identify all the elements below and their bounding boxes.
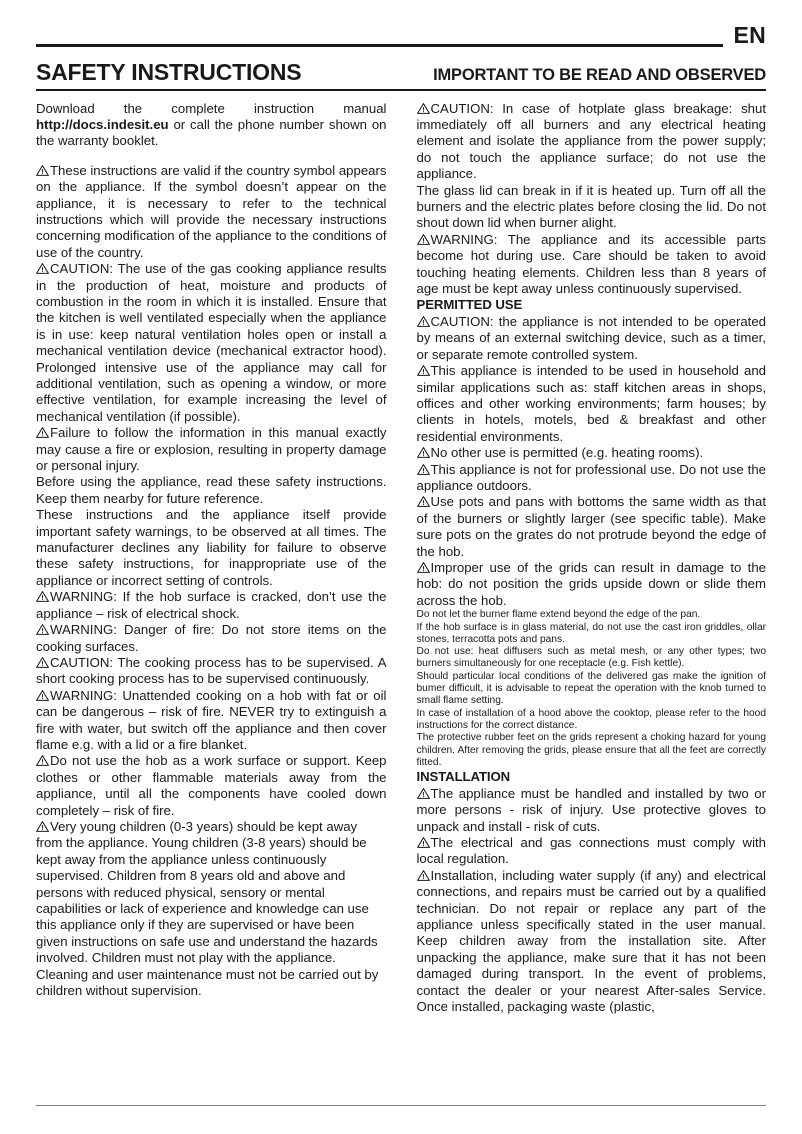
warning-triangle-icon [417, 316, 430, 327]
paragraph [36, 655, 387, 688]
warning-triangle-icon [36, 821, 49, 832]
paragraph [417, 183, 767, 232]
paragraph [417, 868, 767, 1016]
body-columns [36, 95, 766, 1093]
paragraph-text: Failure to follow the information in this manual exactly may cause a fire or explosion, resulting in property damage or personal injury. [36, 425, 387, 474]
paragraph [36, 753, 387, 819]
paragraph-text: WARNING: Danger of fire: Do not store items on the cooking surfaces. [36, 622, 387, 654]
paragraph [36, 688, 387, 754]
warning-triangle-icon [417, 464, 430, 475]
page-subtitle: IMPORTANT TO BE READ AND OBSERVED [433, 66, 766, 84]
intro-text-after: or call the phone number shown on the warranty booklet. [36, 116, 387, 149]
footer-rule [36, 1105, 766, 1106]
left-column [36, 95, 401, 1093]
language-code: EN [723, 22, 766, 48]
header-top-rule [36, 44, 766, 47]
fine-print-line: Do not use: heat diffusers such as metal mesh, or any other types; two burners simultaneously for one receptacle (e.g. Fish kettle). [416, 646, 766, 670]
warning-triangle-icon [417, 837, 430, 848]
warning-triangle-icon [36, 263, 49, 274]
warning-triangle-icon [36, 427, 49, 438]
header-bottom-rule [36, 89, 766, 91]
paragraph [36, 589, 387, 622]
warning-triangle-icon [417, 496, 430, 507]
paragraph-text: This appliance is intended to be used in household and similar applications such as: staff kitchen areas in shops, offices and other working environments; farm houses; by clients in hotels, motels, bed & breakfast and other residential environments. [416, 363, 766, 444]
paragraph [36, 261, 387, 425]
paragraph-text: Installation, including water supply (if any) and electrical connections, and repairs must be carried out by a qualified technician. Do not repair or replace any part of the appliance unless specifically stated in the user manual. Keep children away from the installation site. After unpacking the appliance, make sure that it has not been damaged during transport. In the event of problems, contact the dealer or your nearest After-sales Service. Once installed, packaging waste (plastic, [416, 867, 766, 1015]
paragraph [417, 494, 767, 560]
warning-triangle-icon [417, 234, 430, 245]
paragraph-text: The appliance must be handled and installed by two or more persons - risk of injury. Use protective gloves to unpack and install - risk of cuts. [416, 785, 766, 834]
paragraph [417, 786, 767, 835]
section-heading-installation: INSTALLATION [416, 769, 511, 785]
paragraph [417, 445, 767, 461]
paragraph-text: These instructions are valid if the country symbol appears on the appliance. If the symbol doesn’t appear on the appliance, it is necessary to refer to the technical instructions which will provide the necessary instructions concerning modification of the appliance to the conditions of use of the country. [36, 162, 387, 260]
warning-triangle-icon [36, 690, 49, 701]
warning-triangle-icon [417, 562, 430, 573]
manual-url: http://docs.indesit.eu [36, 116, 169, 132]
paragraph [36, 622, 387, 655]
warning-triangle-icon [36, 624, 49, 635]
fine-print-line: Should particular local conditions of the delivered gas make the ignition of bumer difficult, it is advisable to repeat the operation with the knob turned to small flame setting. [416, 670, 766, 707]
warning-triangle-icon [36, 591, 49, 602]
paragraph-text: Very young children (0-3 years) should be kept away from the appliance. Young children (3-8 years) should be kept away from the appliance unless continuously supervised. Children from 8 years old and above and persons with reduced physical, sensory or mental capabilities or lack of experience and knowledge can use this appliance only if they are supervised or have been given instructions on safe use and understand the hazards involved. Children must not play with the appliance. Cleaning and user maintenance must not be carried out by children without supervision. [36, 818, 379, 999]
paragraph [417, 462, 767, 495]
paragraph [417, 232, 767, 298]
paragraph-text: CAUTION: The use of the gas cooking appliance results in the production of heat, moisture and products of combustion in the room in which it is installed. Ensure that the kitchen is well ventilated especially when the appliance is in use: keep natural ventilation holes open or install a mechanical ventilation device (mechanical extractor hood). Prolonged intensive use of the appliance may call for additional ventilation, such as opening a window, or more effective ventilation, for example increasing the level of mechanical ventilation (if possible). [36, 261, 387, 424]
paragraph-text: CAUTION: In case of hotplate glass breakage: shut immediately off all burners and any electrical heating element and isolate the appliance from the power supply; do not touch the appliance surface; do not use the appliance. [416, 100, 766, 182]
fine-print-line: The protective rubber feet on the grids represent a choking hazard for young children. After removing the grids, please ensure that all the feet are correctly fitted. [416, 732, 766, 768]
paragraph-text: Do not use the hob as a work surface or support. Keep clothes or other flammable materials away from the appliance, until all the components have cooled down completely – risk of fire. [36, 753, 387, 818]
fine-print-line: Do not let the burner flame extend beyond the edge of the pan. [416, 609, 701, 621]
paragraph [417, 101, 767, 183]
paragraph [36, 163, 387, 261]
right-column [402, 95, 767, 1093]
paragraph-text: WARNING: If the hob surface is cracked, don’t use the appliance – risk of electrical shock. [36, 589, 387, 621]
language-row [36, 22, 766, 54]
warning-triangle-icon [417, 447, 430, 458]
warning-triangle-icon [417, 788, 430, 799]
fine-print-line: If the hob surface is in glass material, do not use the cast iron griddles, ollar stones, terracotta pots and pans. [416, 621, 766, 645]
paragraph-text: CAUTION: the appliance is not intended to be operated by means of an external switching device, such as a timer, or separate remote controlled system. [416, 313, 766, 362]
paragraph [417, 560, 767, 609]
paragraph-text: CAUTION: The cooking process has to be supervised. A short cooking process has to be supervised continuously. [36, 654, 387, 687]
page-header [36, 0, 766, 91]
intro-paragraph [36, 101, 387, 150]
page-title: SAFETY INSTRUCTIONS [36, 59, 302, 85]
paragraph-text: The electrical and gas connections must comply with local regulation. [416, 834, 766, 867]
paragraph [417, 835, 767, 868]
paragraph [417, 314, 767, 363]
paragraph-text: Use pots and pans with bottoms the same width as that of the burners or slightly larger (see specific table). Make sure pots on the grates do not protrude beyond the edge of the hob. [416, 494, 766, 559]
paragraph-text: No other use is permitted (e.g. heating rooms). [430, 445, 704, 461]
paragraph [36, 425, 387, 474]
paragraph-text: Before using the appliance, read these safety instructions. Keep them nearby for future reference. [36, 474, 387, 506]
section-heading-permitted-use: PERMITTED USE [416, 297, 523, 313]
paragraph-text: WARNING: Unattended cooking on a hob with fat or oil can be dangerous – risk of fire. NEVER try to extinguish a fire with water, but switch off the appliance and then cover flame e.g. with a lid or a fire blanket. [36, 687, 387, 752]
paragraph-text: Improper use of the grids can result in damage to the hob: do not position the grids upside down or slide them across the hob. [416, 560, 766, 608]
warning-triangle-icon [36, 755, 49, 766]
warning-triangle-icon [417, 365, 430, 376]
paragraph-text: This appliance is not for professional use. Do not use the appliance outdoors. [416, 461, 766, 494]
paragraph [36, 819, 387, 999]
warning-triangle-icon [417, 103, 430, 114]
paragraph [417, 363, 767, 445]
paragraph-text: The glass lid can break in if it is heated up. Turn off all the burners and the electric plates before closing the lid. Do not shout down lid when burner alight. [416, 182, 766, 231]
warning-triangle-icon [36, 165, 49, 176]
paragraph [36, 507, 387, 589]
paragraph-text: These instructions and the appliance itself provide important safety warnings, to be observed at all times. The manufacturer declines any liability for failure to observe these safety instructions, for inappropriate use of the appliance or incorrect setting of controls. [36, 507, 387, 588]
fine-print-line: In case of installation of a hood above the cooktop, please refer to the hood instructions for the correct distance. [416, 707, 766, 731]
warning-triangle-icon [36, 657, 49, 668]
intro-text-before: Download the complete instruction manual [36, 100, 387, 116]
paragraph [36, 474, 387, 507]
warning-triangle-icon [417, 870, 430, 881]
paragraph-text: WARNING: The appliance and its accessible parts become hot during use. Care should be taken to avoid touching heating elements. Children less than 8 years of age must be kept away unless continuously supervised. [416, 231, 766, 296]
title-row [36, 54, 766, 89]
